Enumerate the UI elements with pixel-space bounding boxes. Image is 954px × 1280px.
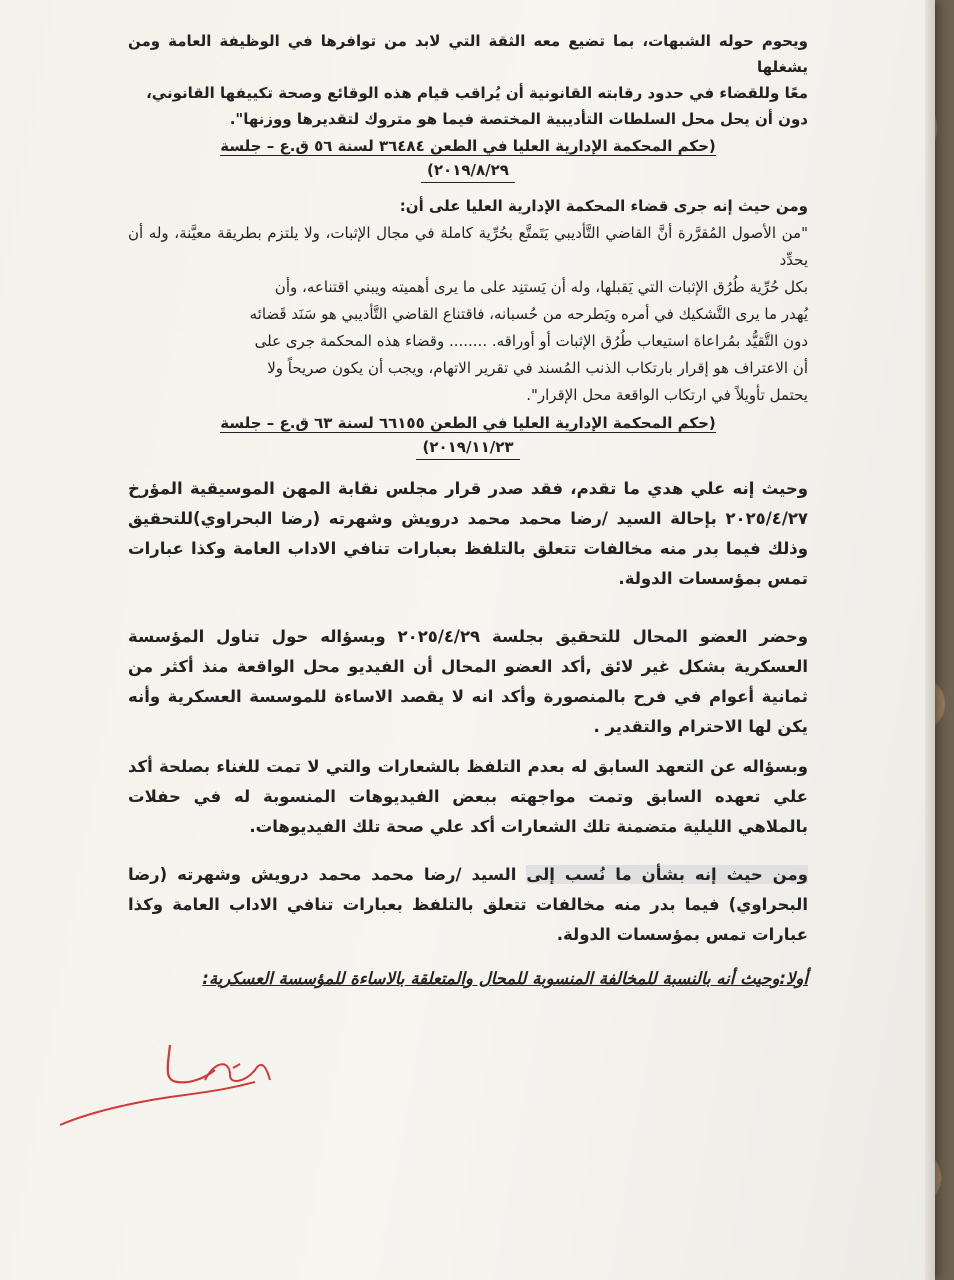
intro-line: دون أن يحل محل السلطات التأديبية المختصة فيما هو متروك لتقديرها ووزنها". [229,110,808,128]
quote-line: أن الاعتراف هو إقرار بارتكاب الذنب المُسند في تقرير الاتهام، ويجب أن يكون صريحاً ولا [267,359,808,377]
decision-paragraph: وحيث إنه علي هدي ما تقدم، فقد صدر قرار مجلس نقابة المهن الموسيقية المؤرخ ٢٠٢٥/٤/٢٧ بإحالة السيد /رضا محمد محمد درويش وشهرته (رضا البحراوي)للتحقيق وذلك فيما بدر منه مخالفات تتعلق بالتلفظ بعبارات تنافي الاداب العامة وكذا عبارات تمس بمؤسسات الدولة. [128,479,808,588]
citation-1-date: ٢٠١٩/٨/٢٩) [421,158,515,183]
section-heading: أولا:وحيث أنه بالنسبة للمخالفة المنسوبة للمحال والمتعلقة بالاساءة للمؤسسة العسكرية: [202,969,808,988]
charge-lead: ومن حيث إنه بشأن ما نُسب إلى [526,865,808,884]
stacked-pages-edge [925,0,935,1280]
intro-paragraph [128,28,808,132]
quote-line: يحتمل تأويلاً في ارتكاب الواقعة محل الإقرار". [526,386,808,404]
charge-paragraph [128,860,808,950]
intro-line: معًا وللقضاء في حدود رقابته القانونية أن يُراقب قيام هذه الوقائع وصحة تكييفها القانوني، [146,84,808,102]
citation-1-main: (حكم المحكمة الإدارية العليا في الطعن ٣٦٤٨٤ لسنة ٥٦ ق.ع – جلسة [220,137,716,155]
questioning-paragraph: وبسؤاله عن التعهد السابق له بعدم التلفظ بالشعارات والتي لا تمت للغناء بصلحة أكد علي تعهده السابق وتمت مواجهته ببعض الفيديوهات المنسوبة له في حفلات بالملاهي الليلية متضمنة تلك الشعارات أكد علي صحة تلك الفيديوهات. [128,757,808,836]
signature [55,1040,285,1140]
citation-1 [128,134,808,183]
document-body [128,28,808,996]
quote-lead: ومن حيث إنه جرى قضاء المحكمة الإدارية العليا على أن: [399,197,808,215]
quote-paragraph [128,193,808,409]
attendance-paragraph: وحضر العضو المحال للتحقيق بجلسة ٢٠٢٥/٤/٢٩ وبسؤاله حول تناول المؤسسة العسكرية بشكل غير لائق ,أكد العضو المحال أن الفيديو محل الواقعة منذ أكثر من ثمانية أعوام في فرح بالمنصورة وأكد انه لا يقصد الاساءة للموسسة العسكرية وأنه يكن لها الاحترام والتقدير . [128,627,808,736]
citation-2-main: (حكم المحكمة الإدارية العليا في الطعن ٦٦١٥٥ لسنة ٦٣ ق.ع – جلسة [220,414,716,432]
quote-line: دون التَّقيُّد بمُراعاة استيعاب طُرُق الإثبات أو أوراقه. ........ وقضاء هذه المحكمة جرى على [254,332,808,350]
quote-line: "من الأصول المُقرَّرة أنَّ القاضي التَّأديبي يَتَمتَّع بحُرِّية كاملة في مجال الإثبات، ولا يلتزم بطريقة معيَّنة، وله أن يحدِّد [128,224,808,269]
quote-line: بكل حُرِّية طُرُق الإثبات التي يَقبلها، وله أن يَستنِد على ما يرى أهميته ويبني اقتناعه، وأن [274,278,808,296]
quote-line: يُهدر ما يرى التَّشكيك في أمره ويَطرحه من حُسبانه، فاقتناع القاضي التَّأديبي هو سَنَد قَضائه [249,305,808,323]
citation-2 [128,411,808,460]
charge-text: السيد /رضا محمد محمد درويش وشهرته (رضا البحراوي) فيما بدر منه مخالفات تتعلق بالتلفظ بعبارات تنافي الاداب العامة وكذا عبارات تمس بمؤسسات الدولة. [128,865,808,944]
intro-line: ويحوم حوله الشبهات، بما تضيع معه الثقة التي لابد من توافرها في الوظيفة العامة ومن يشغلها [128,32,808,76]
citation-2-date: ٢٠١٩/١١/٢٣) [416,435,519,460]
